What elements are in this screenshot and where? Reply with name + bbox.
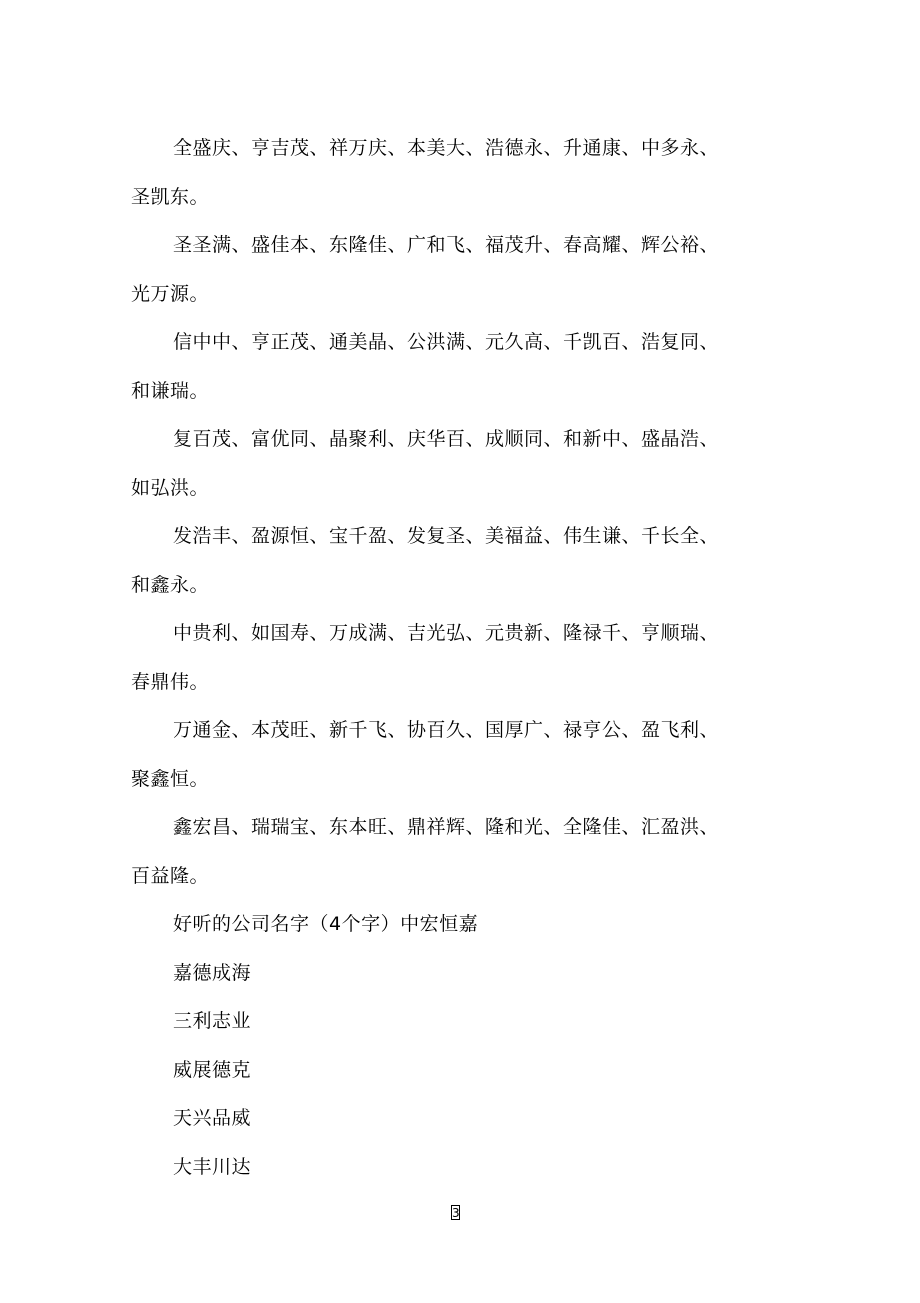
paragraph: 全盛庆、亨吉茂、祥万庆、本美大、浩德永、升通康、中多永、圣凯东。 [131,137,720,208]
name-line: 嘉德成海 [173,961,252,984]
paragraph: 中贵利、如国寿、万成满、吉光弘、元贵新、隆禄千、亨顺瑞、春鼎伟。 [131,622,720,693]
name-line: 天兴品威 [173,1107,252,1129]
paragraph: 发浩丰、盈源恒、宝千盈、发复圣、美福益、伟生谦、千长全、和鑫永。 [131,525,720,596]
document-body [131,124,721,1191]
paragraph: 鑫宏昌、瑞瑞宝、东本旺、鼎祥辉、隆和光、全隆佳、汇盈洪、百益隆。 [131,816,720,887]
name-line: 大丰川达 [173,1155,252,1178]
paragraph: 复百茂、富优同、晶聚利、庆华百、成顺同、和新中、盛晶浩、如弘洪。 [131,428,720,499]
page-number: 3 [452,1206,460,1220]
paragraph: 圣圣满、盛佳本、东隆佳、广和飞、福茂升、春高耀、辉公裕、光万源。 [131,234,720,305]
name-line: 三利志业 [173,1010,252,1032]
paragraph: 信中中、亨正茂、通美晶、公洪满、元久高、千凯百、浩复同、和谦瑞。 [131,331,720,402]
paragraph: 万通金、本茂旺、新千飞、协百久、国厚广、禄亨公、盈飞利、聚鑫恒。 [131,719,720,790]
heading-line: 好听的公司名字（4个字）中宏恒嘉 [173,913,479,935]
name-line: 威展德克 [173,1058,252,1081]
